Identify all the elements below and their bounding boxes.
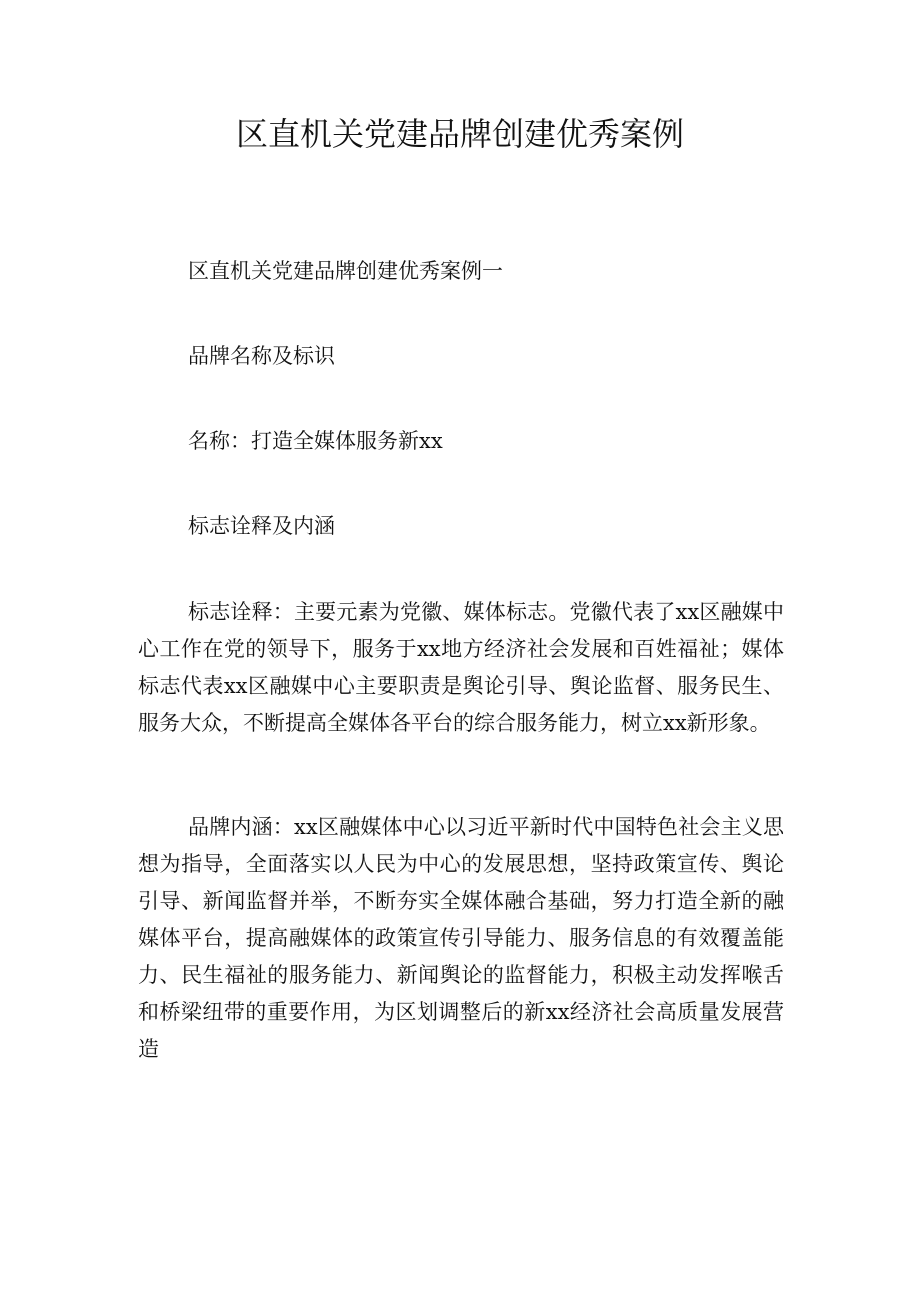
logo-heading: 标志诠释及内涵 [188,514,335,538]
logo-interpretation-paragraph: 标志诠释：主要元素为党徽、媒体标志。党徽代表了xx区融媒中心工作在党的领导下，服务于xx地方经济社会发展和百姓福祉；媒体标志代表xx区融媒中心主要职责是舆论引导、舆论监督、服务民生、服务大众，不断提高全媒体各平台的综合服务能力，树立xx新形象。 [138,600,784,735]
document-title: 区直机关党建品牌创建优秀案例 [235,115,684,153]
brand-connotation-paragraph: 品牌内涵：xx区融媒体中心以习近平新时代中国特色社会主义思想为指导，全面落实以人民为中心的发展思想，坚持政策宣传、舆论引导、新闻监督并举，不断夯实全媒体融合基础，努力打造全新的融媒体平台，提高融媒体的政策宣传引导能力、服务信息的有效覆盖能力、民生福祉的服务能力、新闻舆论的监督能力，积极主动发挥喉舌和桥梁纽带的重要作用，为区划调整后的新xx经济社会高质量发展营造 [138,815,784,1061]
brand-heading: 品牌名称及标识 [188,344,335,368]
brand-name-line: 名称：打造全媒体服务新xx [188,429,443,453]
case-subtitle: 区直机关党建品牌创建优秀案例一 [188,259,503,283]
